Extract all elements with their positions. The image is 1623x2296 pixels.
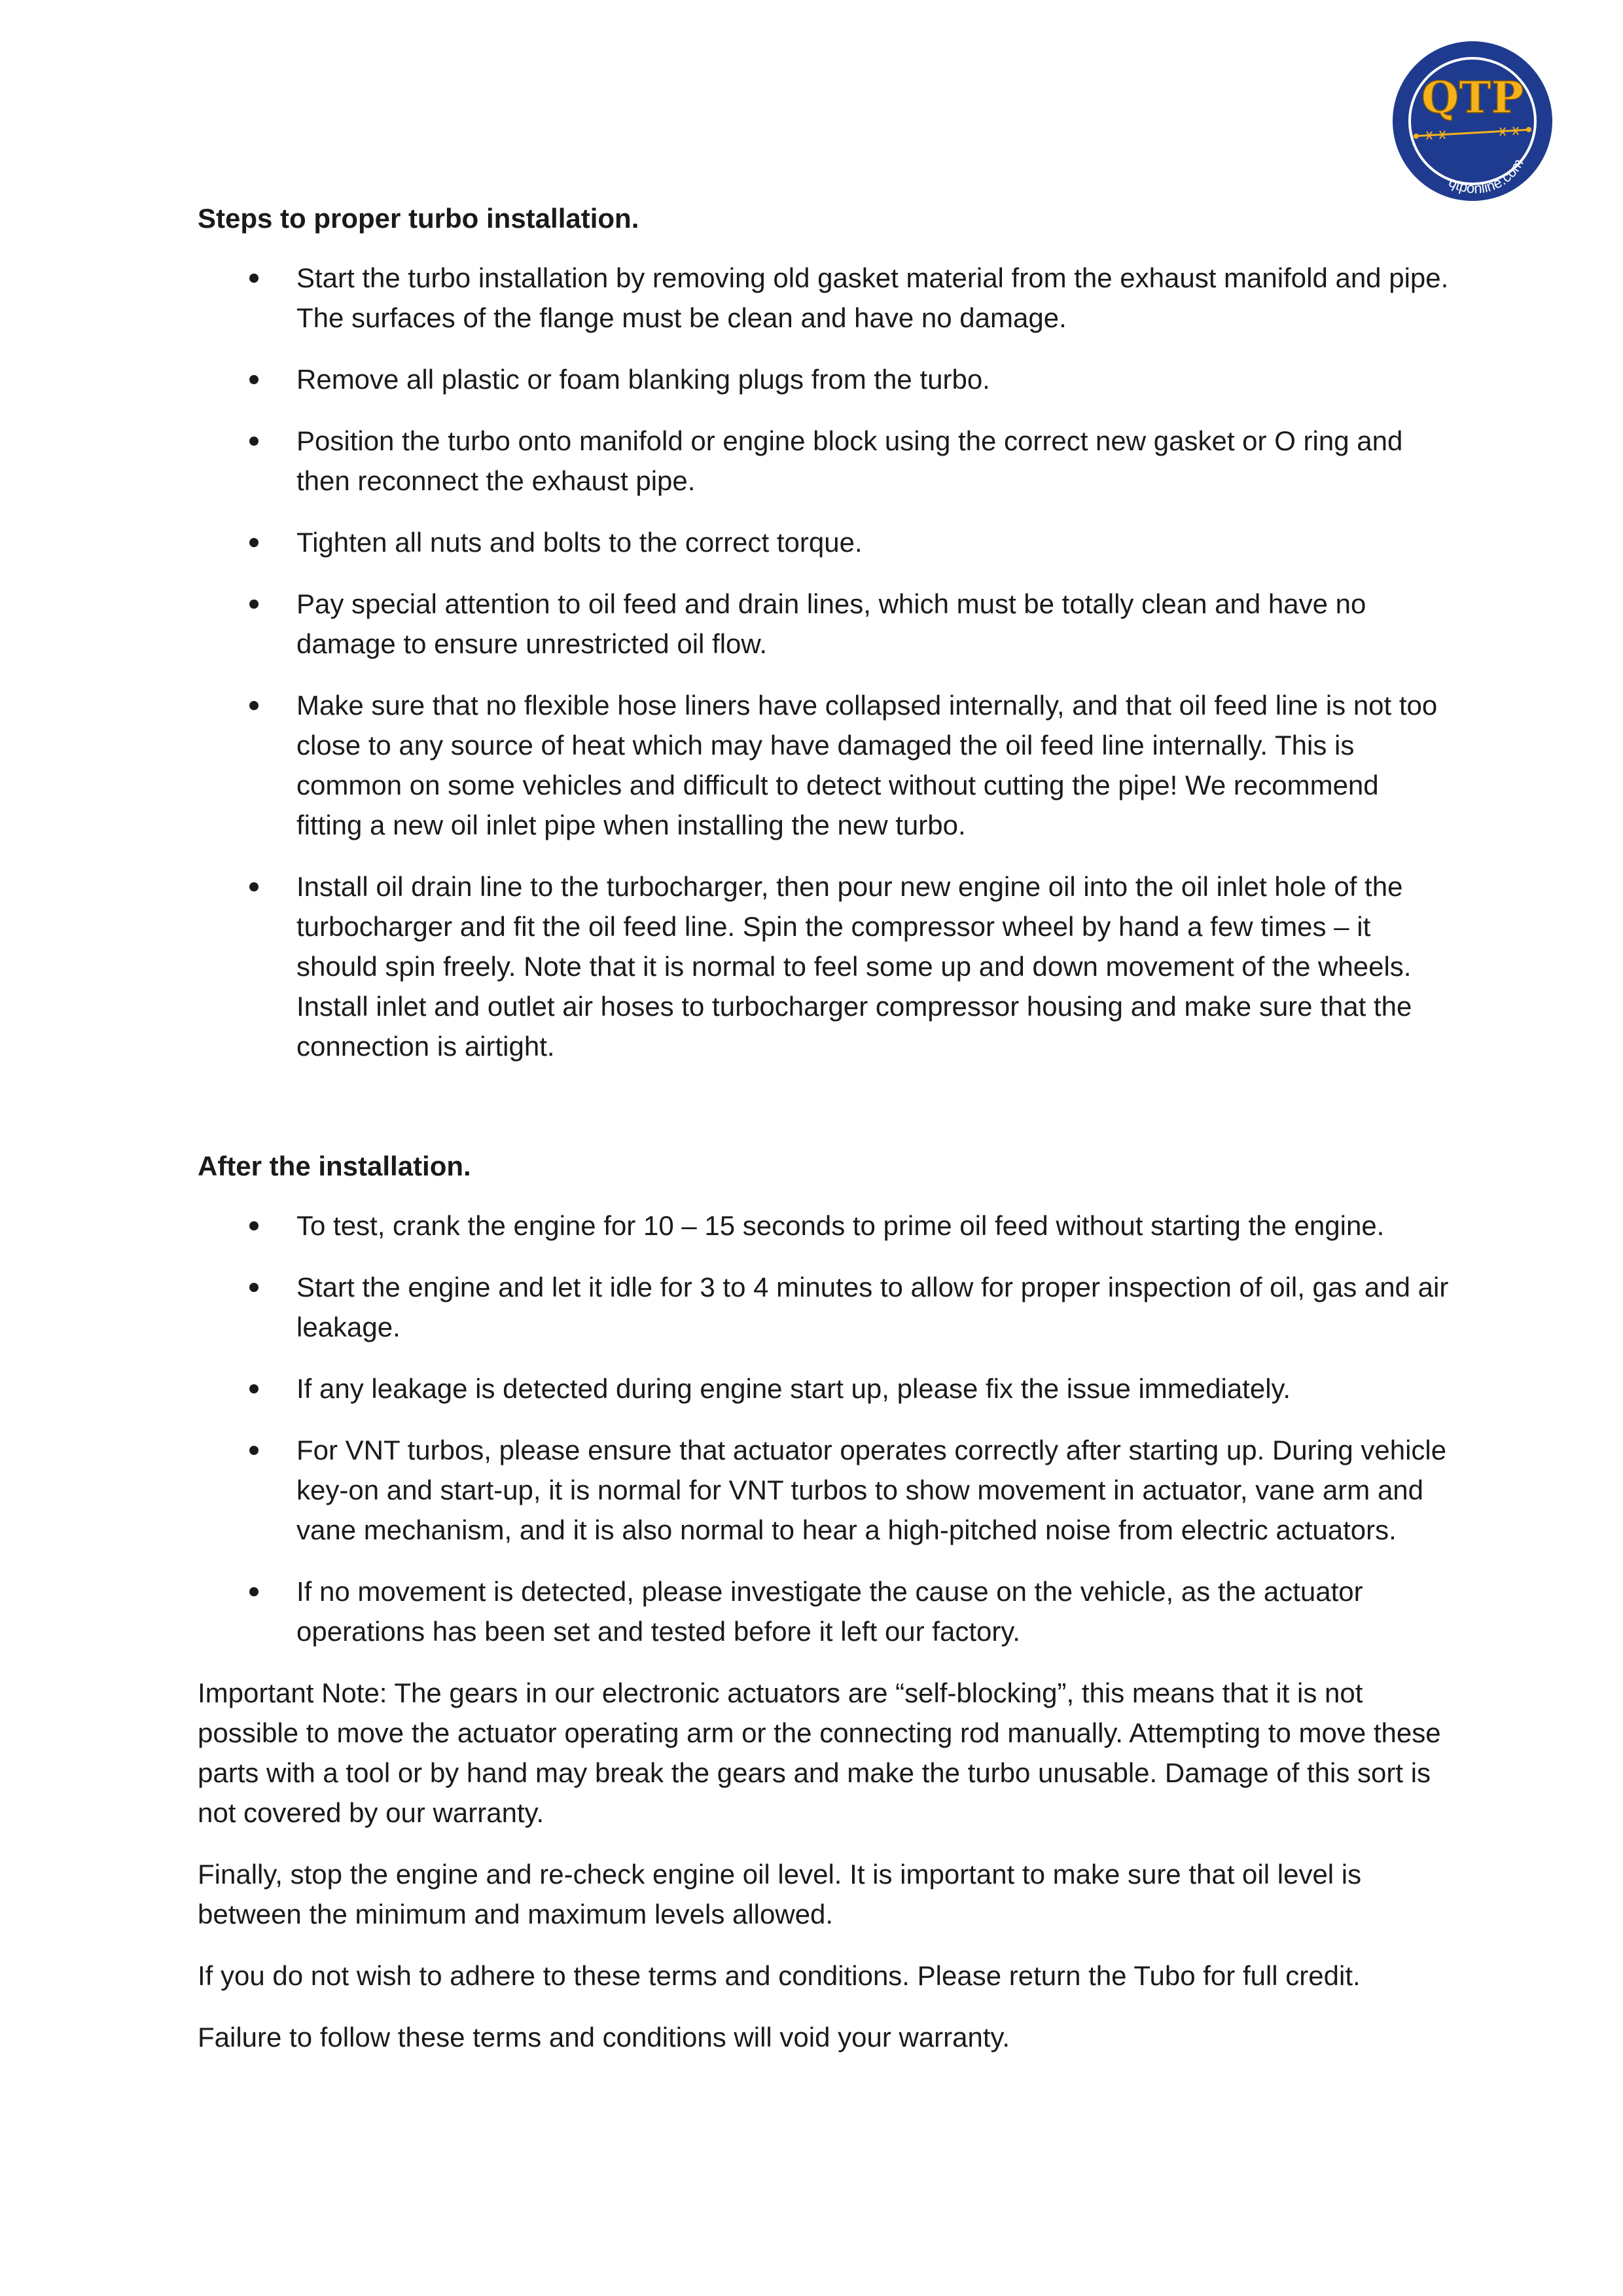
important-note-paragraph: Important Note: The gears in our electronic actuators are “self-blocking”, this means that it is not possible to move the actuator operating arm or the connecting rod manually. Attempting to move these parts with a tool or by hand may break the gears and make the turbo unusable. Damage of this sort is not covered by our warranty. <box>198 1677 1441 1828</box>
list-item: Pay special attention to oil feed and drain lines, which must be totally clean and have no damage to ensure unrestricted oil flow. <box>198 584 1451 664</box>
bullet-icon <box>249 538 259 547</box>
list-item: If any leakage is detected during engine start up, please fix the issue immediately. <box>198 1369 1451 1408</box>
section-heading-installation: Steps to proper turbo installation. <box>198 203 639 234</box>
list-item: For VNT turbos, please ensure that actuator operates correctly after starting up. During vehicle key-on and start-up, it is normal for VNT turbos to show movement in actuator, vane arm and vane mechanism, and it is also normal to hear a high-pitched noise from electric actuators. <box>198 1430 1451 1550</box>
bullet-icon <box>249 375 259 384</box>
qtp-logo <box>1387 39 1558 203</box>
installation-steps-list <box>198 258 1451 1066</box>
list-item: If no movement is detected, please investigate the cause on the vehicle, as the actuator operations has been set and tested before it left our factory. <box>198 1571 1451 1651</box>
bullet-icon <box>249 701 259 710</box>
after-installation-section <box>198 1146 1451 1651</box>
list-item: To test, crank the engine for 10 – 15 seconds to prime oil feed without starting the engine. <box>198 1206 1451 1246</box>
list-item: Position the turbo onto manifold or engine block using the correct new gasket or O ring and then reconnect the exhaust pipe. <box>198 421 1451 501</box>
bullet-icon <box>249 882 259 891</box>
bullet-icon <box>249 1384 259 1393</box>
logo-url: qtponline.com <box>1446 155 1527 197</box>
main-content <box>198 198 1451 2079</box>
list-item: Remove all plastic or foam blanking plugs from the turbo. <box>198 359 1451 399</box>
return-terms-paragraph: If you do not wish to adhere to these terms and conditions. Please return the Tubo for full credit. <box>198 1960 1361 1991</box>
list-item: Make sure that no flexible hose liners have collapsed internally, and that oil feed line is not too close to any source of heat which may have damaged the oil feed line internally. This is common on some vehicles and difficult to detect without cutting the pipe! We recommend fitting a new oil inlet pipe when installing the new turbo. <box>198 685 1451 845</box>
section-heading-after-installation: After the installation. <box>198 1151 471 1181</box>
list-item: Tighten all nuts and bolts to the correct torque. <box>198 522 1451 562</box>
logo-letters: QTP <box>1421 72 1524 123</box>
after-installation-list <box>198 1206 1451 1651</box>
list-item: Install oil drain line to the turbocharger, then pour new engine oil into the oil inlet hole of the turbocharger and fit the oil feed line. Spin the compressor wheel by hand a few times – it should spin freely. Note that it is normal to feel some up and down movement of the wheels. Install inlet and outlet air hoses to turbocharger compressor housing and make sure that the connection is airtight. <box>198 867 1451 1066</box>
oil-level-paragraph: Finally, stop the engine and re-check engine oil level. It is important to make sure that oil level is between the minimum and maximum levels allowed. <box>198 1859 1362 1929</box>
bullet-icon <box>249 1283 259 1292</box>
bullet-icon <box>249 437 259 446</box>
list-item: Start the engine and let it idle for 3 to 4 minutes to allow for proper inspection of oil, gas and air leakage. <box>198 1267 1451 1347</box>
warranty-void-paragraph: Failure to follow these terms and conditions will void your warranty. <box>198 2022 1010 2053</box>
list-item: Start the turbo installation by removing old gasket material from the exhaust manifold and pipe. The surfaces of the flange must be clean and have no damage. <box>198 258 1451 338</box>
bullet-icon <box>249 1221 259 1230</box>
bullet-icon <box>249 600 259 609</box>
bullet-icon <box>249 1587 259 1596</box>
bullet-icon <box>249 274 259 283</box>
bullet-icon <box>249 1446 259 1455</box>
